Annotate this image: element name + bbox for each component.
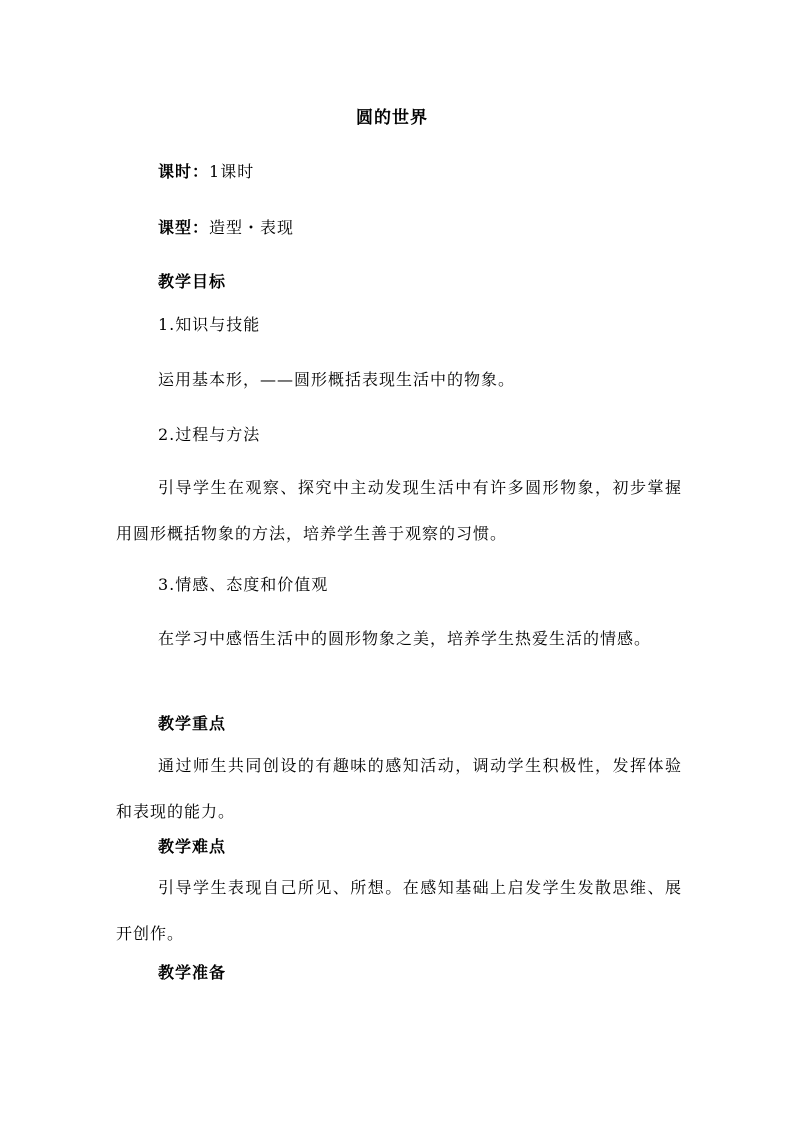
lesson-type-label: 课型：	[158, 218, 210, 237]
goal2-heading: 2.过程与方法	[158, 425, 261, 444]
lesson-type-value: 造型・表现	[209, 218, 295, 237]
lesson-period	[158, 162, 254, 182]
lesson-type	[158, 218, 294, 238]
difficulties-heading: 教学难点	[158, 837, 227, 856]
key-points-heading: 教学重点	[158, 714, 227, 733]
goal1-text: 运用基本形，——圆形概括表现生活中的物象。	[158, 370, 516, 389]
goal1-heading: 1.知识与技能	[158, 315, 261, 334]
preparation-heading: 教学准备	[158, 963, 227, 982]
key-points-text: 通过师生共同创设的有趣味的感知活动，调动学生积极性，发挥体验和表现的能力。	[116, 756, 682, 821]
goals-heading: 教学目标	[158, 272, 227, 291]
lesson-period-value: 1课时	[209, 162, 255, 181]
document-title: 圆的世界	[356, 108, 428, 128]
difficulties-text: 引导学生表现自己所见、所想。在感知基础上启发学生发散思维、展开创作。	[116, 878, 682, 943]
lesson-period-label: 课时：	[158, 162, 210, 181]
goal3-heading: 3.情感、态度和价值观	[158, 575, 329, 594]
goal2-text: 引导学生在观察、探究中主动发现生活中有许多圆形物象，初步掌握用圆形概括物象的方法，培养学生善于观察的习惯。	[116, 478, 682, 543]
goal3-text: 在学习中感悟生活中的圆形物象之美，培养学生热爱生活的情感。	[158, 629, 652, 648]
